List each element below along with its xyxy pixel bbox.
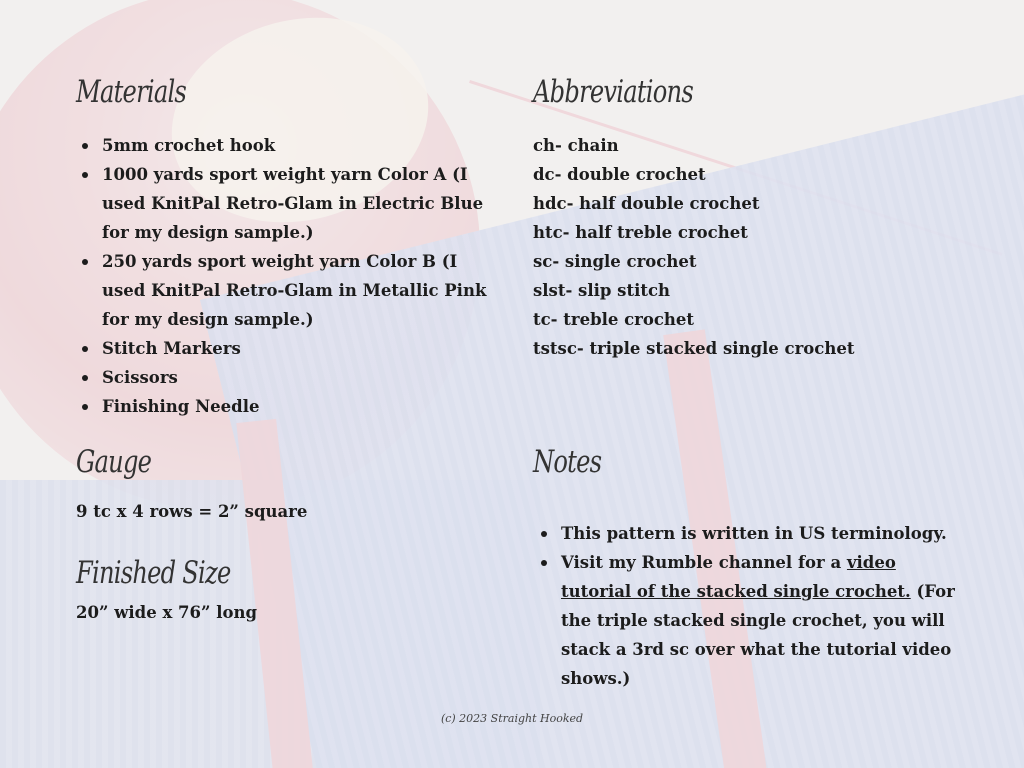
abbreviation-item: tc- treble crochet	[533, 310, 695, 329]
abbreviation-item: tstsc- triple stacked single crochet	[533, 339, 855, 358]
gauge-text: 9 tc x 4 rows = 2” square	[76, 502, 308, 521]
abbreviation-item: dc- double crochet	[533, 165, 706, 184]
abbreviation-item: slst- slip stitch	[533, 281, 671, 300]
abbreviation-item: ch- chain	[533, 136, 619, 155]
abbreviation-item: sc- single crochet	[533, 252, 697, 271]
notes-item-text: Visit my Rumble channel for a	[561, 553, 847, 572]
materials-item: 5mm crochet hook	[102, 131, 502, 160]
abbreviation-item: hdc- half double crochet	[533, 194, 760, 213]
abbreviations-heading: Abbreviations	[533, 74, 693, 110]
notes-list	[533, 519, 961, 693]
video-tutorial-link[interactable]: video tutorial of the stacked single crochet.	[561, 553, 911, 601]
materials-item: Stitch Markers	[102, 334, 502, 363]
notes-item: This pattern is written in US terminology.	[561, 519, 961, 548]
gauge-heading: Gauge	[76, 444, 152, 480]
notes-item-text: (For the triple stacked single crochet, you will stack a 3rd sc over what the tutorial video shows.)	[561, 582, 955, 688]
finished-size-heading: Finished Size	[76, 555, 231, 591]
materials-item: Finishing Needle	[102, 392, 502, 421]
abbreviations-list	[533, 131, 953, 363]
notes-item	[561, 548, 961, 693]
materials-item: 250 yards sport weight yarn Color B (I used KnitPal Retro-Glam in Metallic Pink for my design sample.)	[102, 247, 502, 334]
materials-list	[74, 131, 502, 421]
notes-heading: Notes	[533, 444, 602, 480]
copyright-footer: (c) 2023 Straight Hooked	[440, 712, 584, 725]
materials-heading: Materials	[76, 74, 187, 110]
materials-item: 1000 yards sport weight yarn Color A (I used KnitPal Retro-Glam in Electric Blue for my design sample.)	[102, 160, 502, 247]
materials-item: Scissors	[102, 363, 502, 392]
abbreviation-item: htc- half treble crochet	[533, 223, 748, 242]
finished-size-text: 20” wide x 76” long	[76, 603, 258, 622]
